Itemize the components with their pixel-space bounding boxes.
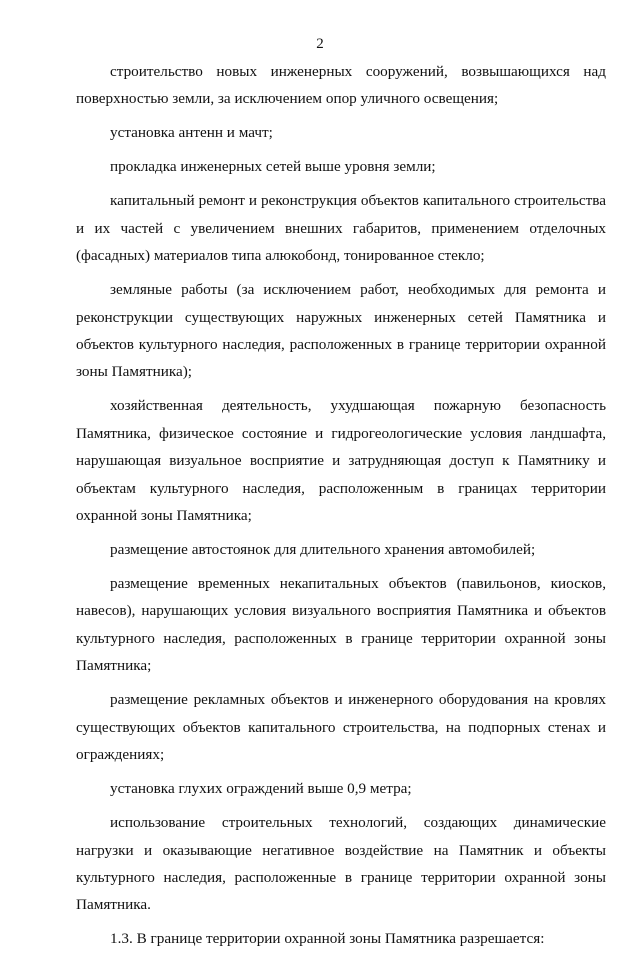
paragraph-restriction-utility-lines: прокладка инженерных сетей выше уровня земли; bbox=[110, 158, 436, 176]
document-body bbox=[76, 58, 606, 959]
paragraph-restriction-parking: размещение автостоянок для длительного хранения автомобилей; bbox=[110, 541, 536, 559]
section-heading-permitted: 1.3. В границе территории охранной зоны Памятника разрешается: bbox=[110, 930, 545, 948]
paragraph-restriction-temporary-objects: размещение временных некапитальных объектов (павильонов, киосков, навесов), нарушающих условия визуального восприятия Памятника и объектов культурного наследия, расположенных в границе территории охранной зоны Памятника; bbox=[76, 575, 606, 675]
paragraph-restriction-fences: установка глухих ограждений выше 0,9 метра; bbox=[110, 780, 412, 798]
paragraph-restriction-economic-activity: хозяйственная деятельность, ухудшающая пожарную безопасность Памятника, физическое состояние и гидрогеологические условия ландшафта, нарушающая визуальное восприятие и затрудняющая доступ к Памятнику и объектам культурного наследия, расположенным в границах территории охранной зоны Памятника; bbox=[76, 397, 606, 525]
paragraph-restriction-construction-tech: использование строительных технологий, создающих динамические нагрузки и оказывающие негативное воздействие на Памятник и объекты культурного наследия, расположенные в границе территории охранной зоны Памятника. bbox=[76, 814, 606, 914]
paragraph-restriction-advertising: размещение рекламных объектов и инженерного оборудования на кровлях существующих объектов капитального строительства, на подпорных стенах и ограждениях; bbox=[76, 691, 606, 764]
paragraph-restriction-capital-repair: капитальный ремонт и реконструкция объектов капитального строительства и их частей с увеличением внешних габаритов, применением отделочных (фасадных) материалов типа алюкобонд, тонированное стекло; bbox=[76, 192, 606, 265]
paragraph-restriction-antennas: установка антенн и мачт; bbox=[110, 124, 273, 142]
paragraph-restriction-new-structures: строительство новых инженерных сооружений, возвышающихся над поверхностью земли, за исключением опор уличного освещения; bbox=[76, 63, 606, 108]
page-number: 2 bbox=[316, 36, 324, 52]
paragraph-restriction-earthworks: земляные работы (за исключением работ, необходимых для ремонта и реконструкции существующих наружных инженерных сетей Памятника и объектов культурного наследия, расположенных в границе территории охранной зоны Памятника); bbox=[76, 281, 606, 381]
